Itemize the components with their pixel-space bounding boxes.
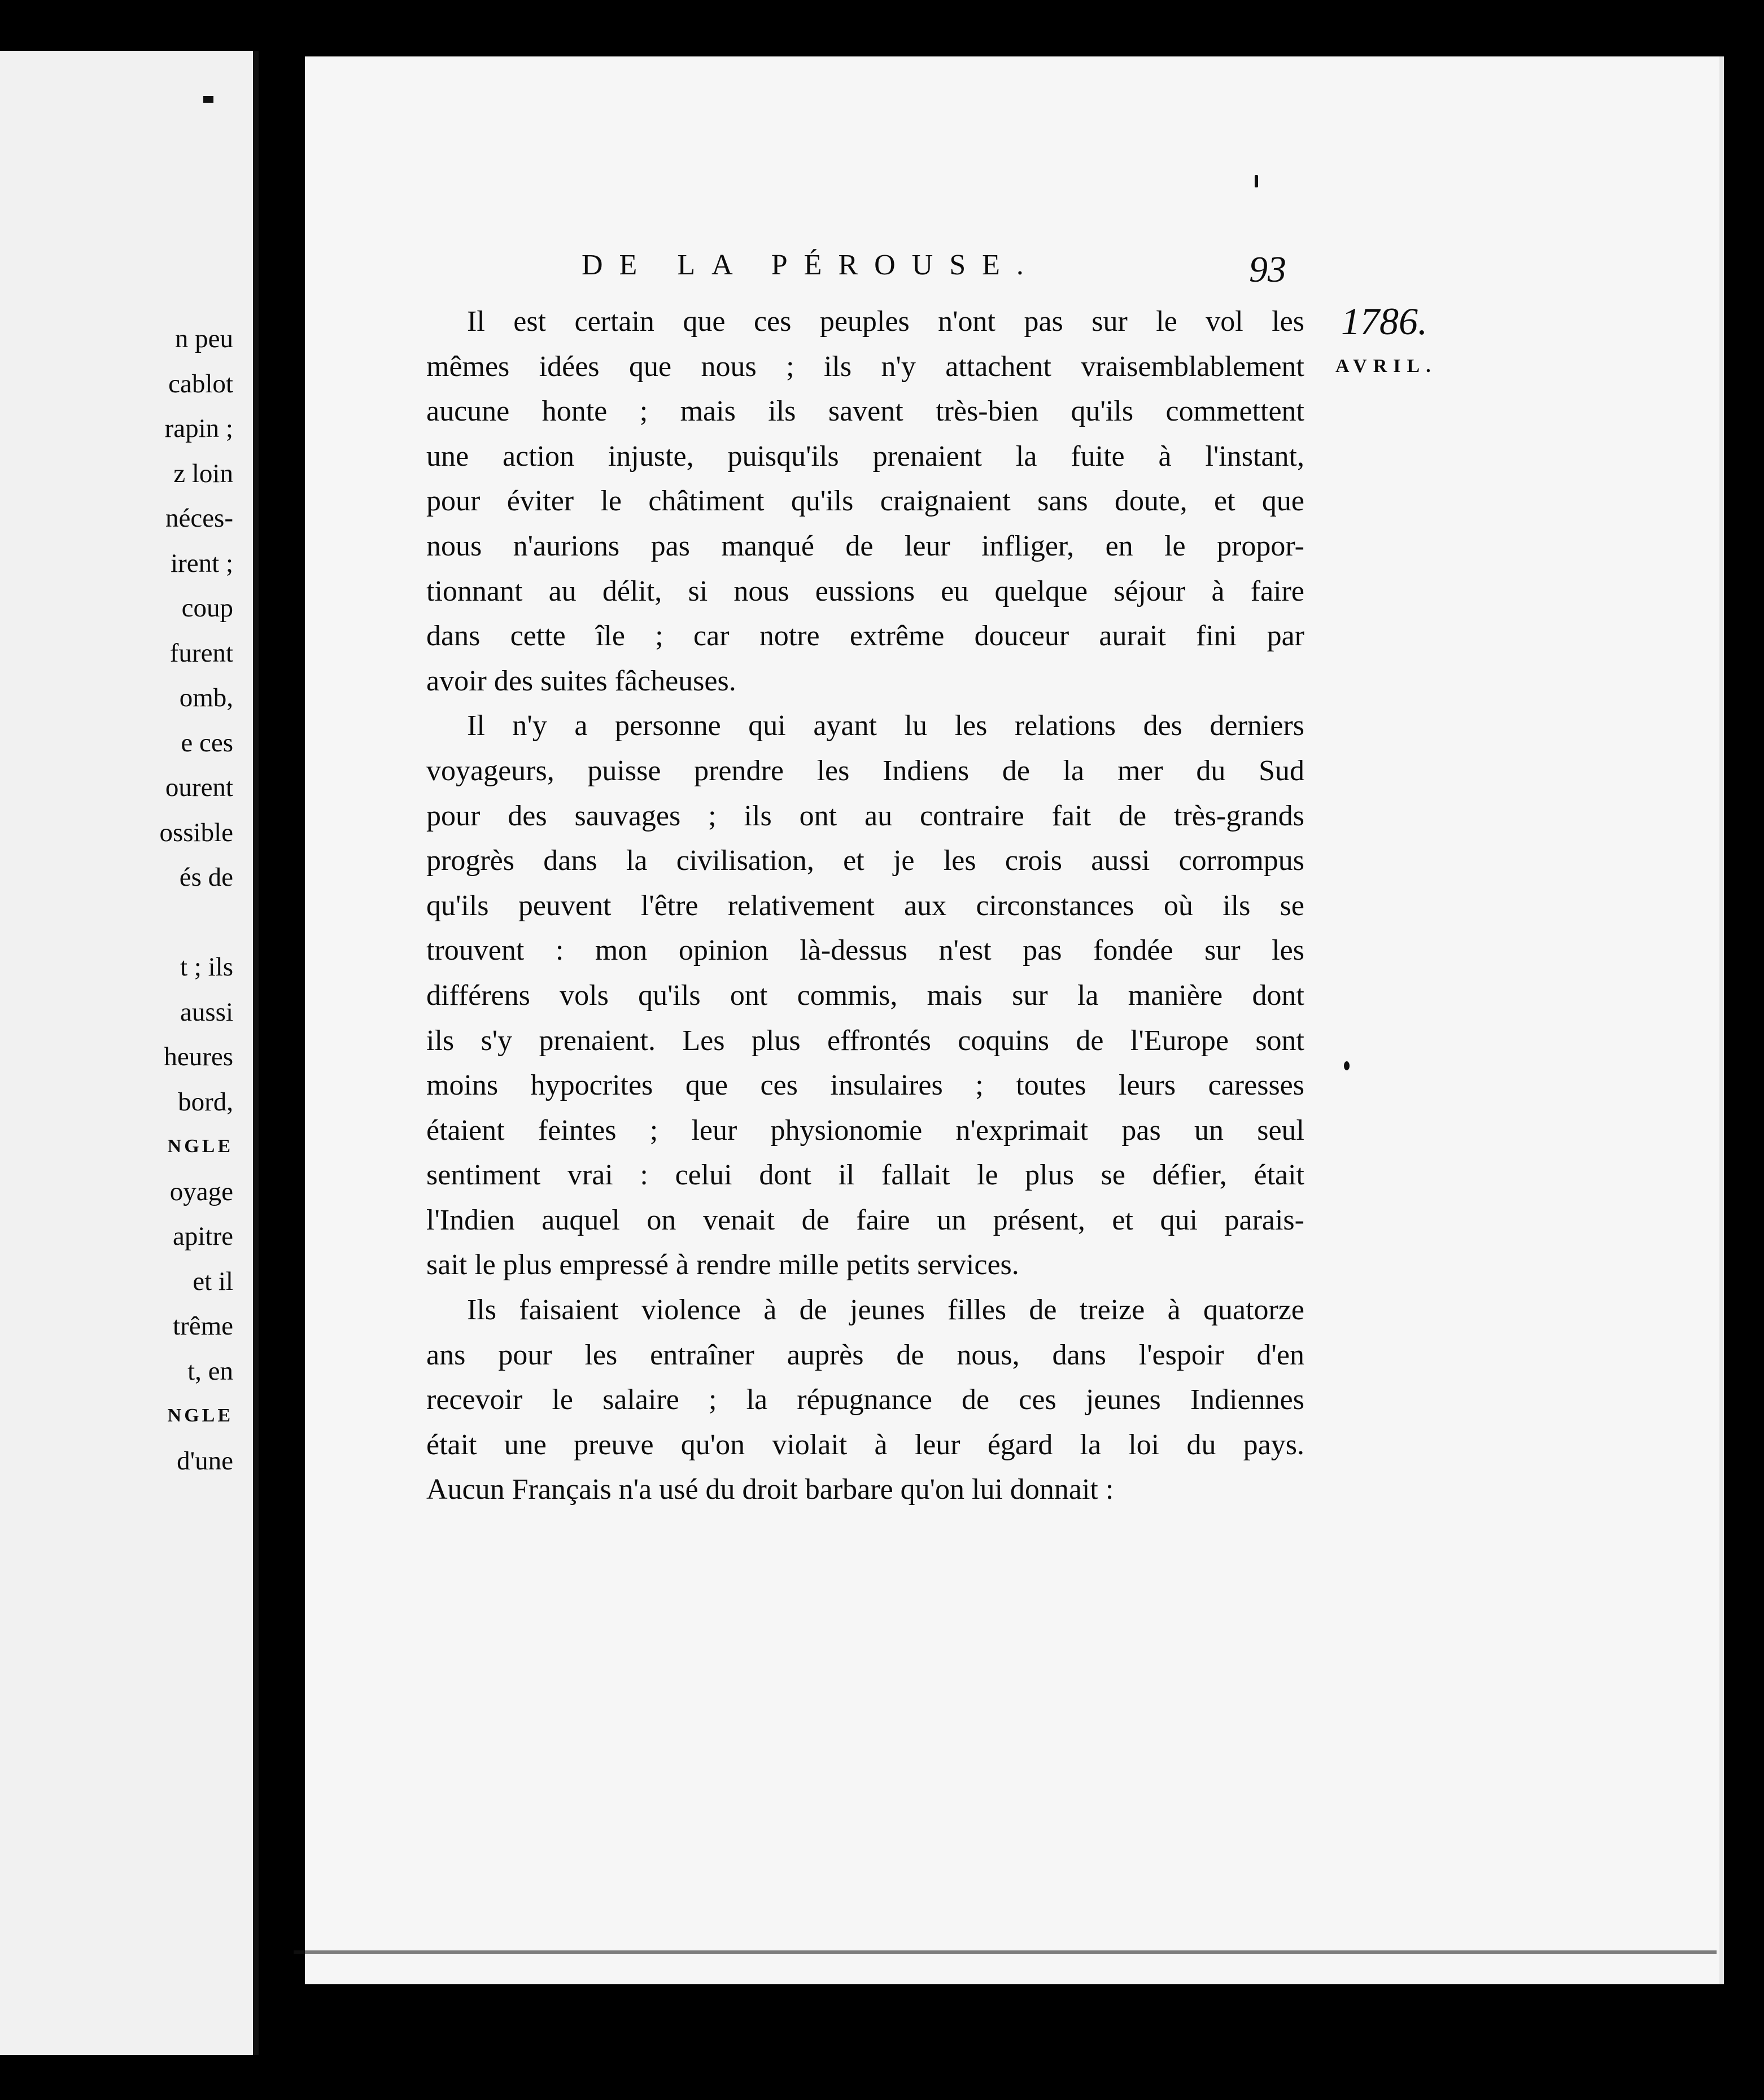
left-page-line-fragment: ourent (165, 773, 233, 802)
text-line: Ils faisaient violence à de jeunes filles de treize à quatorze (467, 1294, 1304, 1327)
margin-year: 1786. (1341, 300, 1427, 343)
text-line: trouvent : mon opinion là-dessus n'est pas fondée sur les (426, 934, 1304, 967)
text-line: ils s'y prenaient. Les plus effrontés coquins de l'Europe sont (426, 1024, 1304, 1057)
text-line: recevoir le salaire ; la répugnance de ces jeunes Indiennes (426, 1384, 1304, 1416)
text-line: Il n'y a personne qui ayant lu les relations des derniers (467, 710, 1304, 742)
paragraph (426, 299, 1304, 703)
left-page-line-fragment: cablot (168, 369, 233, 399)
text-line: nous n'aurions pas manqué de leur infliger, en le propor- (426, 530, 1304, 562)
body-text (426, 299, 1304, 1512)
ink-speck (1255, 175, 1258, 187)
text-line: sentiment vrai : celui dont il fallait le plus se défier, était (426, 1159, 1304, 1192)
left-page-line-fragment: heures (164, 1042, 233, 1071)
left-page-fragment (0, 51, 259, 2055)
text-line: sait le plus empressé à rendre mille petits services. (426, 1249, 1019, 1281)
left-page-line-fragment: e ces (181, 728, 233, 758)
running-head: DE LA PÉROUSE. (582, 249, 1040, 281)
text-line: qu'ils peuvent l'être relativement aux circonstances où ils se (426, 889, 1304, 922)
left-page-line-fragment: t ; ils (180, 952, 233, 982)
text-line: une action injuste, puisqu'ils prenaient la fuite à l'instant, (426, 440, 1304, 473)
ink-speck (1344, 1061, 1350, 1070)
text-line: progrès dans la civilisation, et je les crois aussi corrompus (426, 845, 1304, 877)
text-line: dans cette île ; car notre extrême douceur aurait fini par (426, 620, 1304, 653)
left-page-line-fragment: trême (173, 1311, 233, 1341)
text-line: était une preuve qu'on violait à leur égard la loi du pays. (426, 1428, 1304, 1461)
left-page-line-fragment: d'une (177, 1446, 233, 1476)
left-page-line-fragment: bord, (178, 1087, 233, 1117)
text-line: mêmes idées que nous ; ils n'y attachent vraisemblablement (426, 350, 1304, 383)
left-page-line-fragment: oyage (169, 1176, 233, 1206)
paragraph (426, 703, 1304, 1288)
page-number: 93 (1249, 249, 1286, 290)
left-page-line-fragment: z loin (173, 458, 233, 488)
text-line: ans pour les entraîner auprès de nous, dans l'espoir d'en (426, 1338, 1304, 1371)
left-page-line-fragment: t, en (187, 1356, 233, 1386)
left-page-line-fragment: apitre (173, 1222, 233, 1251)
ink-speck (203, 96, 213, 103)
left-page-line-fragment: aussi (180, 997, 233, 1027)
left-page-line-fragment: et il (193, 1266, 233, 1296)
text-line: l'Indien auquel on venait de faire un présent, et qui parais- (426, 1204, 1304, 1236)
left-page-line-fragment: omb, (179, 683, 233, 712)
left-page-line-fragment: furent (169, 638, 233, 668)
paragraph (426, 1288, 1304, 1512)
text-line: aucune honte ; mais ils savent très-bien qu'ils commettent (426, 395, 1304, 428)
left-page-line-fragment: rapin ; (164, 414, 233, 443)
left-page-line-fragment: NGLE (167, 1136, 233, 1157)
text-line: pour des sauvages ; ils ont au contraire fait de très-grands (426, 799, 1304, 832)
left-page-line-fragment: ossible (159, 817, 233, 847)
page-bottom-edge (294, 1950, 1717, 1999)
text-line: étaient feintes ; leur physionomie n'exprimait pas un seul (426, 1114, 1304, 1147)
left-page-line-fragment: irent ; (171, 548, 233, 578)
left-page-line-fragment: néces- (165, 504, 233, 533)
left-page-line-fragment: n peu (174, 324, 233, 353)
left-page-line-fragment: és de (179, 863, 233, 892)
text-line: pour éviter le châtiment qu'ils craignaient sans doute, et que (426, 485, 1304, 518)
text-line: tionnant au délit, si nous eussions eu quelque séjour à faire (426, 575, 1304, 607)
right-page (305, 56, 1724, 1984)
text-line: voyageurs, puisse prendre les Indiens de la mer du Sud (426, 754, 1304, 787)
text-line: Il est certain que ces peuples n'ont pas sur le vol les (467, 305, 1304, 338)
left-page-line-fragment: NGLE (167, 1405, 233, 1426)
text-line: moins hypocrites que ces insulaires ; toutes leurs caresses (426, 1069, 1304, 1102)
margin-month: AVRIL. (1335, 356, 1437, 377)
text-line: différens vols qu'ils ont commis, mais sur la manière dont (426, 979, 1304, 1012)
left-page-line-fragment: coup (181, 593, 233, 623)
text-line: Aucun Français n'a usé du droit barbare qu'on lui donnait : (426, 1473, 1114, 1506)
text-line: avoir des suites fâcheuses. (426, 664, 736, 697)
